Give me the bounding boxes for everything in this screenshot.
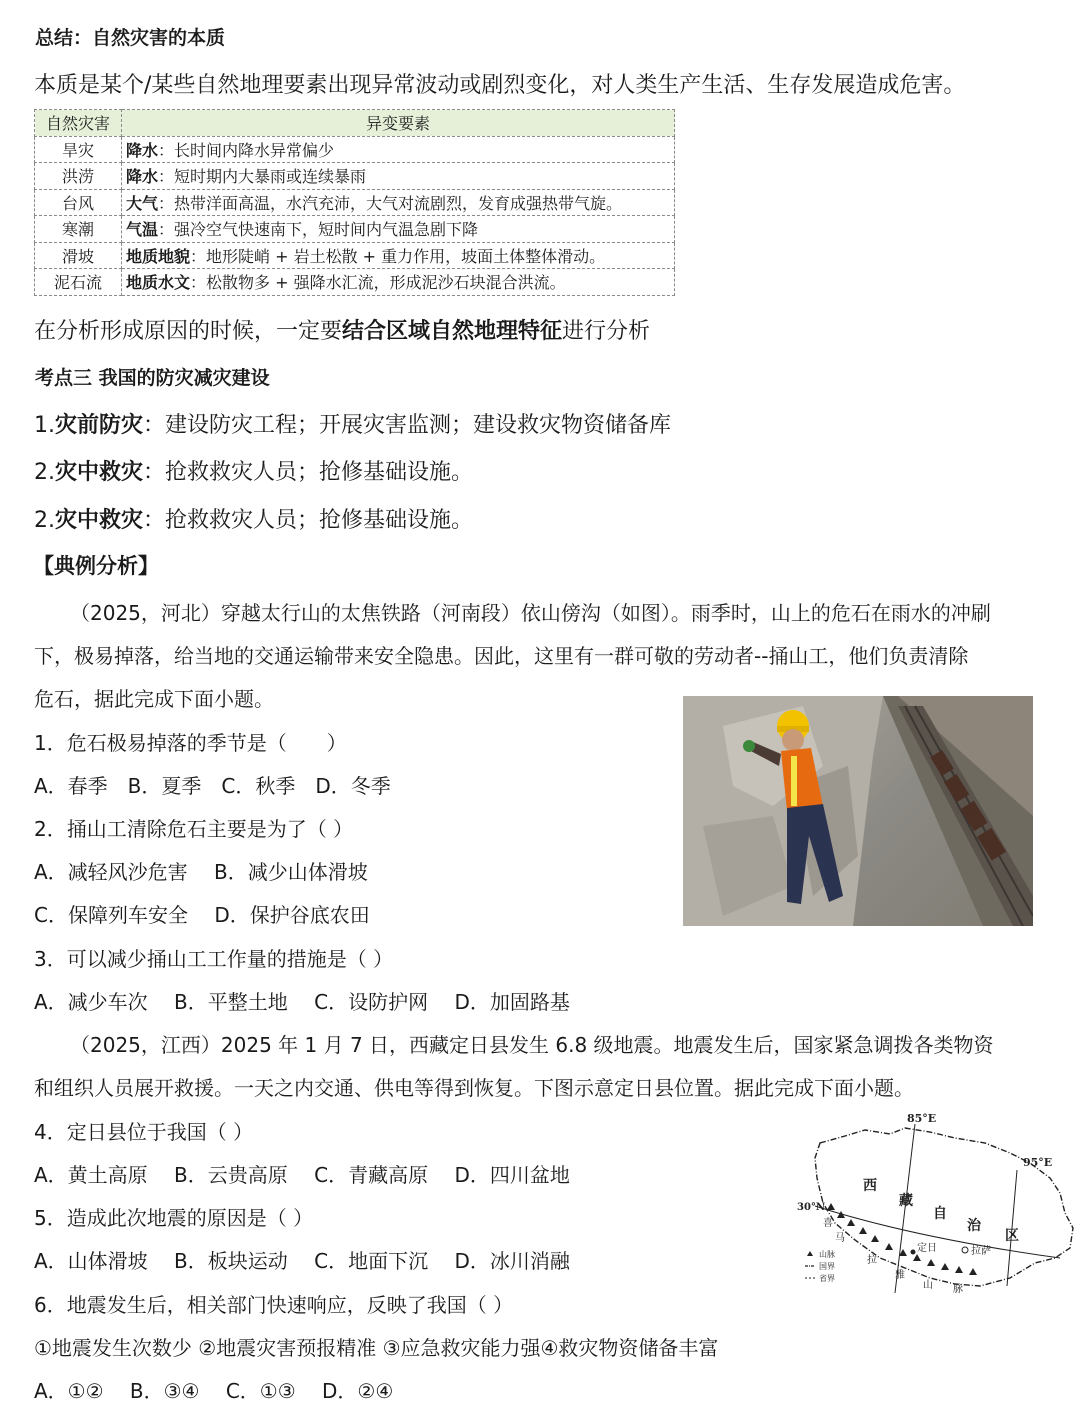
section3-heading: 考点三 我国的防灾减灾建设 [35,367,270,389]
factor-key: 大气 [126,193,159,213]
legend-label: 国界 [819,1262,835,1271]
city-label: 定日 [917,1243,937,1254]
passage-line: （2025，河北）穿越太行山的太焦铁路（河南段）依山傍沟（如图）。雨季时，山上的危石在雨水的冲刷 [70,601,991,625]
legend-mountain-icon [807,1251,813,1256]
question-options: A．春季 B．夏季 C．秋季 D．冬季 [34,774,391,798]
passage-line: 下，极易掉落，给当地的交通运输带来安全隐患。因此，这里有一群可敬的劳动者--捅山工，他们负责清除 [34,644,969,668]
factor-key: 气温 [126,220,159,240]
disaster-cell: 旱灾 [35,136,122,163]
question-options: C．保障列车安全 D．保护谷底农田 [34,903,370,927]
factor-desc: ：长时间内降水异常偏少 [158,140,335,160]
railway-cliff-photo [683,696,1033,926]
essence-text: 本质是某个/某些自然地理要素出现异常波动或剧烈变化，对人类生产生活、生存发展造成危害。 [34,73,966,98]
table-row [35,216,675,243]
capital-dot-icon [962,1247,968,1253]
region-char: 西 [863,1178,877,1194]
disaster-cell: 洪涝 [35,163,122,190]
item-bold: 灾前防灾 [55,413,144,438]
legend-label: 省界 [819,1274,835,1283]
table-row [35,136,675,163]
column-header: 自然灾害 [35,110,122,137]
disaster-cell: 泥石流 [35,269,122,296]
question-options: A．减少车次 B．平整土地 C．设防护网 D．加固路基 [34,990,570,1014]
example-heading: 【典例分析】 [33,554,159,578]
item-bold: 灾中救灾 [55,508,144,533]
factor-key: 地质地貌 [126,246,191,266]
passage-line: （2025，江西）2025 年 1 月 7 日，西藏定日县发生 6.8 级地震。地震发生后，国家紧急调拨各类物资 [70,1033,994,1057]
factor-key: 降水 [126,167,159,187]
lat-30-label: 30°N [797,1202,826,1213]
measure-item [34,408,671,439]
disaster-cell: 寒潮 [35,216,122,243]
factor-desc: ：松散物多 + 强降水汇流，形成泥沙石块混合洪流。 [190,273,566,293]
disaster-table [34,109,675,296]
factor-key: 降水 [126,140,159,160]
question-options: ①地震发生次数少 ②地震灾害预报精准 ③应急救灾能力强④救灾物资储备丰富 [34,1336,719,1360]
question: 6．地震发生后，相关部门快速响应，反映了我国（ ） [34,1293,514,1317]
question-options: A．①② B．③④ C．①③ D．②④ [34,1379,394,1403]
mountain-range-icon [827,1203,977,1275]
mountain-char: 山 [923,1280,933,1291]
question: 1．危石极易掉落的季节是（ ） [34,731,347,755]
disaster-cell: 台风 [35,189,122,216]
region-char: 藏 [899,1193,913,1209]
map-legend [805,1249,835,1283]
factor-desc: ：热带洋面高温，水汽充沛，大气对流剧烈，发育成强热带气旋。 [158,193,623,213]
mountain-char: 喜 [823,1218,833,1229]
tibet-map [795,1108,1080,1308]
legend-label: 山脉 [819,1250,835,1259]
item-number: 2. [34,508,55,533]
item-number: 2. [34,460,55,485]
factor-cell [122,189,675,216]
factor-key: 地质水文 [126,273,191,293]
mountain-char: 马 [835,1233,845,1244]
question: 3．可以减少捅山工工作量的措施是（ ） [34,947,394,971]
factor-desc: ：强冷空气快速南下，短时间内气温急剧下降 [158,220,479,240]
item-text: ：建设防灾工程；开展灾害监测；建设救灾物资储备库 [143,413,672,438]
factor-cell [122,242,675,269]
table-row [35,242,675,269]
factor-cell [122,163,675,190]
analysis-line [34,314,650,345]
question-options: A．山体滑坡 B．板块运动 C．地面下沉 D．冰川消融 [34,1249,570,1273]
item-text: ：抢救救灾人员；抢修基础设施。 [143,508,474,533]
factor-cell [122,269,675,296]
analysis-pre: 在分析形成原因的时候，一定要 [34,319,343,344]
question-options: A．黄土高原 B．云贵高原 C．青藏高原 D．四川盆地 [34,1163,570,1187]
measure-item [34,503,473,534]
table-row [35,163,675,190]
table-row [35,269,675,296]
lon-85-label: 85°E [907,1112,937,1125]
city-dot-icon [911,1250,916,1255]
question: 2．捅山工清除危石主要是为了（ ） [34,817,354,841]
mountain-char: 拉 [867,1255,877,1266]
factor-cell [122,136,675,163]
analysis-bold: 结合区域自然地理特征 [342,319,563,344]
mountain-char: 脉 [953,1284,963,1295]
photo-illustration [683,696,1033,926]
factor-cell [122,216,675,243]
mountain-char: 雅 [895,1270,905,1281]
city-label: 拉萨 [971,1246,991,1257]
passage-line: 和组织人员展开救援。一天之内交通、供电等得到恢复。下图示意定日县位置。据此完成下面小题。 [34,1076,914,1100]
factor-desc: ：短时期内大暴雨或连续暴雨 [158,167,367,187]
column-header: 异变要素 [122,110,675,137]
analysis-post: 进行分析 [562,319,651,344]
question: 5．造成此次地震的原因是（ ） [34,1206,314,1230]
factor-desc: ：地形陡峭 + 岩土松散 + 重力作用，坡面土体整体滑动。 [190,246,606,266]
lon-95-label: 95°E [1023,1156,1053,1169]
summary-heading: 总结：自然灾害的本质 [35,27,226,49]
measure-item [34,455,473,486]
map-svg [795,1108,1080,1308]
question-options: A．减轻风沙危害 B．减少山体滑坡 [34,860,368,884]
region-char: 治 [967,1218,981,1234]
passage-line: 危石，据此完成下面小题。 [34,687,274,711]
region-char: 自 [933,1206,947,1222]
table-row [35,189,675,216]
question: 4．定日县位于我国（ ） [34,1120,254,1144]
disaster-cell: 滑坡 [35,242,122,269]
region-char: 区 [1005,1228,1019,1244]
item-text: ：抢救救灾人员；抢修基础设施。 [143,460,474,485]
table-header-row [35,110,675,137]
item-number: 1. [34,413,55,438]
item-bold: 灾中救灾 [55,460,144,485]
